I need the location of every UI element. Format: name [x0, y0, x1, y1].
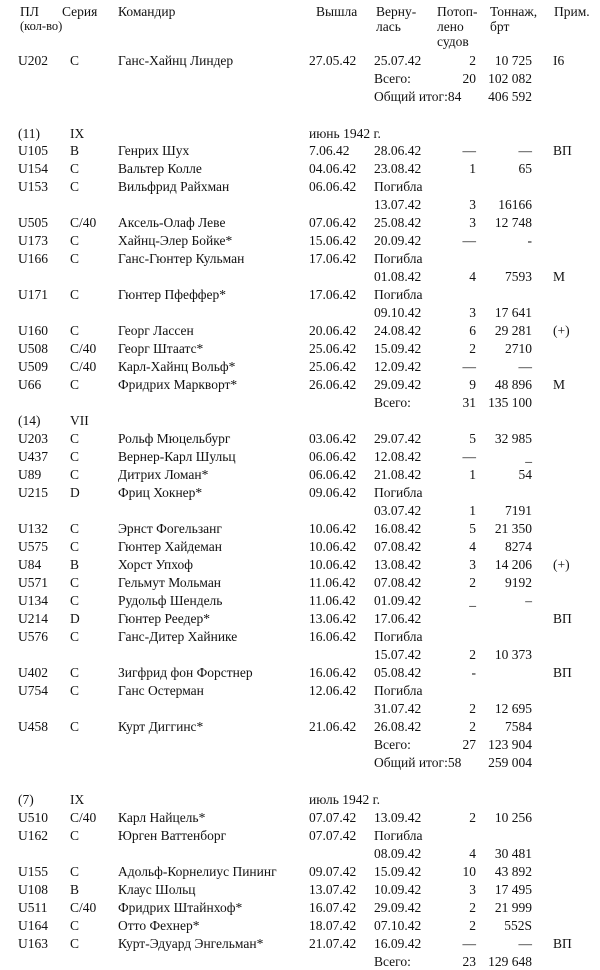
header-departed: Вышла	[316, 4, 358, 19]
cell-sunk: —	[462, 233, 476, 248]
cell-returned: 07.08.42	[374, 539, 422, 554]
cell-series: С	[70, 323, 80, 338]
cell-series: С	[70, 539, 80, 554]
cell-tonnage: 17 495	[494, 882, 532, 897]
cell-commander: Ганс-Гюнтер Кульман	[118, 251, 245, 266]
cell-commander: Фриц Хокнер*	[118, 485, 203, 500]
cell-series: IX	[70, 792, 85, 807]
cell-series: С	[70, 918, 80, 933]
cell-departed: 07.07.42	[309, 828, 357, 843]
cell-departed: 11.06.42	[309, 575, 356, 590]
cell-commander: Генрих Шух	[118, 143, 190, 158]
cell-tonnage: 406 592	[488, 89, 532, 104]
header-count: (кол-во)	[20, 19, 63, 33]
cell-tonnage: 552S	[504, 918, 532, 933]
cell-commander: Хорст Упхоф	[118, 557, 193, 572]
cell-sunk: 3	[469, 215, 476, 230]
cell-commander: Вильфрид Райхман	[118, 179, 230, 194]
cell-series: С	[70, 828, 80, 843]
cell-sunk: 2	[469, 918, 476, 933]
cell-returned: 13.07.42	[374, 197, 422, 212]
cell-commander: Карл Найцель*	[118, 810, 206, 825]
cell-boat: U163	[18, 936, 48, 951]
cell-series: С	[70, 377, 80, 392]
cell-series: В	[70, 143, 80, 158]
cell-boat: U510	[18, 810, 48, 825]
cell-series: С/40	[70, 900, 97, 915]
cell-sunk: 2	[469, 810, 476, 825]
cell-departed: 11.06.42	[309, 593, 356, 608]
cell-tonnage: 30 481	[494, 846, 532, 861]
cell-sunk: 1	[469, 503, 476, 518]
cell-tonnage: -	[527, 233, 532, 248]
cell-returned: 07.10.42	[374, 918, 422, 933]
cell-returned: 15.09.42	[374, 341, 422, 356]
cell-returned: 25.07.42	[374, 53, 422, 68]
cell-departed: 13.07.42	[309, 882, 357, 897]
cell-departed: 25.06.42	[309, 341, 357, 356]
cell-series: С	[70, 864, 80, 879]
cell-returned: 01.08.42	[374, 269, 422, 284]
cell-tonnage: —	[518, 143, 532, 158]
cell-tonnage: 21 350	[494, 521, 532, 536]
cell-note: М	[553, 269, 566, 284]
cell-returned: 23.08.42	[374, 161, 422, 176]
cell-note: ВП	[553, 665, 572, 680]
cell-tonnage: 14 206	[494, 557, 532, 572]
cell-departed: 04.06.42	[309, 161, 357, 176]
cell-series: С	[70, 575, 80, 590]
cell-series: С	[70, 665, 80, 680]
cell-returned: Погибла	[374, 179, 423, 194]
cell-departed: 18.07.42	[309, 918, 357, 933]
cell-note: (+)	[553, 323, 570, 338]
cell-commander: Гюнтер Пфеффер*	[118, 287, 227, 302]
cell-boat: U508	[18, 341, 48, 356]
cell-returned: 26.08.42	[374, 719, 422, 734]
cell-returned: 08.09.42	[374, 846, 422, 861]
cell-returned: 21.08.42	[374, 467, 422, 482]
cell-departed: 09.07.42	[309, 864, 357, 879]
cell-departed: 07.06.42	[309, 215, 357, 230]
cell-tonnage: 7191	[505, 503, 532, 518]
cell-series: В	[70, 882, 80, 897]
cell-series: С	[70, 467, 80, 482]
cell-commander: Фридрих Маркворт*	[118, 377, 238, 392]
cell-boat: U509	[18, 359, 48, 374]
cell-sunk: 2	[469, 900, 476, 915]
cell-commander: Аксель-Олаф Леве	[118, 215, 226, 230]
cell-returned: 28.06.42	[374, 143, 422, 158]
cell-commander: Эрнст Фогельзанг	[118, 521, 222, 536]
cell-sunk: 2	[469, 341, 476, 356]
cell-sunk: -	[471, 665, 476, 680]
cell-sunk: 20	[462, 71, 476, 86]
cell-returned: 12.08.42	[374, 449, 422, 464]
cell-commander: Георг Штаатс*	[118, 341, 204, 356]
cell-departed: 17.06.42	[309, 287, 357, 302]
cell-series: D	[70, 611, 80, 626]
cell-returned: 15.09.42	[374, 864, 422, 879]
cell-departed: 20.06.42	[309, 323, 357, 338]
cell-tonnage: 12 695	[494, 701, 532, 716]
cell-boat: U575	[18, 539, 48, 554]
cell-departed: 25.06.42	[309, 359, 357, 374]
cell-boat: U108	[18, 882, 48, 897]
cell-boat: U154	[18, 161, 48, 176]
cell-returned: Всего:	[374, 395, 411, 410]
header-tonnage-2: брт	[490, 19, 510, 34]
cell-departed: 21.07.42	[309, 936, 357, 951]
cell-returned: 24.08.42	[374, 323, 422, 338]
cell-commander: Вальтер Колле	[118, 161, 202, 176]
header-sunk-3: судов	[437, 34, 469, 49]
cell-returned: Погибла	[374, 287, 423, 302]
cell-note: ВП	[553, 611, 572, 626]
cell-boat: U458	[18, 719, 48, 734]
cell-departed: июнь 1942 г.	[309, 126, 381, 141]
cell-boat: U134	[18, 593, 48, 608]
cell-tonnage: 259 004	[488, 755, 532, 770]
cell-returned: 05.08.42	[374, 665, 422, 680]
cell-note: ВП	[553, 143, 572, 158]
cell-departed: 17.06.42	[309, 251, 357, 266]
cell-note: ВП	[553, 936, 572, 951]
cell-returned: Всего:	[374, 737, 411, 752]
cell-departed: 13.06.42	[309, 611, 357, 626]
cell-returned: Погибла	[374, 629, 423, 644]
cell-tonnage: 7593	[505, 269, 532, 284]
cell-returned: 20.09.42	[374, 233, 422, 248]
cell-commander: Ганс-Дитер Хайнике	[118, 629, 238, 644]
cell-sunk: 2	[469, 701, 476, 716]
header-tonnage-1: Тоннаж,	[490, 4, 538, 19]
cell-tonnage: 65	[518, 161, 532, 176]
cell-boat: U164	[18, 918, 48, 933]
cell-tonnage: —	[518, 936, 532, 951]
header-sunk-1: Потоп-	[437, 4, 478, 19]
cell-tonnage: –	[525, 593, 532, 608]
cell-returned: 16.09.42	[374, 936, 422, 951]
cell-tonnage: 12 748	[494, 215, 532, 230]
cell-departed: 12.06.42	[309, 683, 357, 698]
cell-sunk: —	[462, 936, 476, 951]
cell-departed: 09.06.42	[309, 485, 357, 500]
cell-commander: Отто Фехнер*	[118, 918, 200, 933]
header-sub: ПЛ	[20, 4, 39, 19]
cell-series: С	[70, 161, 80, 176]
cell-departed: 21.06.42	[309, 719, 357, 734]
cell-tonnage: 10 373	[494, 647, 532, 662]
cell-tonnage: 16166	[498, 197, 532, 212]
cell-series: С	[70, 53, 80, 68]
cell-boat: U202	[18, 53, 48, 68]
cell-returned: 10.09.42	[374, 882, 422, 897]
cell-sunk: 2	[469, 719, 476, 734]
cell-boat: U105	[18, 143, 48, 158]
cell-departed: 03.06.42	[309, 431, 357, 446]
cell-returned: 17.06.42	[374, 611, 422, 626]
cell-series: D	[70, 485, 80, 500]
cell-series: С/40	[70, 810, 97, 825]
cell-departed: 16.06.42	[309, 665, 357, 680]
cell-returned: 29.09.42	[374, 377, 422, 392]
cell-departed: июль 1942 г.	[309, 792, 381, 807]
cell-departed: 10.06.42	[309, 521, 357, 536]
cell-returned: Общий итог:84	[374, 89, 462, 104]
cell-tonnage: 29 281	[494, 323, 532, 338]
cell-tonnage: 17 641	[494, 305, 532, 320]
cell-commander: Фридрих Штайнхоф*	[118, 900, 243, 915]
cell-returned: 31.07.42	[374, 701, 422, 716]
header-commander: Командир	[118, 4, 176, 19]
cell-sunk: 23	[462, 954, 476, 969]
header-returned-2: лась	[376, 19, 401, 34]
cell-returned: 03.07.42	[374, 503, 422, 518]
cell-series: С	[70, 251, 80, 266]
cell-tonnage: 9192	[505, 575, 532, 590]
cell-commander: Дитрих Ломан*	[118, 467, 209, 482]
cell-departed: 26.06.42	[309, 377, 357, 392]
cell-returned: Общий итог:58	[374, 755, 462, 770]
cell-sunk: 3	[469, 197, 476, 212]
cell-boat: U173	[18, 233, 48, 248]
cell-commander: Зигфрид фон Форстнер	[118, 665, 253, 680]
cell-boat: U166	[18, 251, 48, 266]
cell-note: М	[553, 377, 566, 392]
cell-sunk: 3	[469, 305, 476, 320]
cell-commander: Георг Лассен	[118, 323, 194, 338]
cell-series: С/40	[70, 341, 97, 356]
cell-tonnage: —	[518, 359, 532, 374]
cell-commander: Гюнтер Реедер*	[118, 611, 210, 626]
cell-sunk: 1	[469, 467, 476, 482]
cell-note: (+)	[553, 557, 570, 572]
cell-series: С	[70, 629, 80, 644]
cell-returned: Погибла	[374, 828, 423, 843]
cell-tonnage: 32 985	[494, 431, 532, 446]
cell-tonnage: 129 648	[488, 954, 532, 969]
header-note: Прим.	[554, 4, 590, 19]
cell-boat: U214	[18, 611, 48, 626]
cell-returned: 13.08.42	[374, 557, 422, 572]
cell-tonnage: _	[525, 449, 532, 464]
cell-commander: Ганс Остерман	[118, 683, 204, 698]
cell-note: Ι6	[553, 53, 565, 68]
cell-boat: U162	[18, 828, 48, 843]
cell-returned: 29.09.42	[374, 900, 422, 915]
cell-departed: 16.07.42	[309, 900, 357, 915]
cell-returned: Всего:	[374, 71, 411, 86]
cell-departed: 15.06.42	[309, 233, 357, 248]
cell-tonnage: 102 082	[488, 71, 532, 86]
cell-commander: Карл-Хайнц Вольф*	[118, 359, 236, 374]
cell-sunk: 3	[469, 557, 476, 572]
cell-departed: 06.06.42	[309, 449, 357, 464]
cell-sunk: 5	[469, 521, 476, 536]
cell-boat: (14)	[18, 413, 41, 428]
cell-series: С	[70, 719, 80, 734]
cell-commander: Гельмут Мольман	[118, 575, 222, 590]
cell-commander: Курт Диггинс*	[118, 719, 204, 734]
cell-series: С	[70, 233, 80, 248]
cell-sunk: 5	[469, 431, 476, 446]
cell-series: С	[70, 683, 80, 698]
cell-returned: Всего:	[374, 954, 411, 969]
cell-returned: 25.08.42	[374, 215, 422, 230]
cell-departed: 06.06.42	[309, 467, 357, 482]
cell-boat: U132	[18, 521, 48, 536]
cell-sunk: 6	[469, 323, 476, 338]
cell-tonnage: 21 999	[494, 900, 532, 915]
cell-boat: U437	[18, 449, 48, 464]
cell-departed: 27.05.42	[309, 53, 357, 68]
cell-boat: U153	[18, 179, 48, 194]
cell-tonnage: 135 100	[488, 395, 532, 410]
cell-boat: U576	[18, 629, 48, 644]
cell-series: С	[70, 521, 80, 536]
cell-commander: Рольф Мюцельбург	[118, 431, 231, 446]
cell-boat: U171	[18, 287, 48, 302]
cell-boat: U160	[18, 323, 48, 338]
cell-boat: U511	[18, 900, 48, 915]
cell-tonnage: 2710	[505, 341, 532, 356]
cell-sunk: 9	[469, 377, 476, 392]
cell-sunk: —	[462, 359, 476, 374]
cell-tonnage: 43 892	[494, 864, 532, 879]
cell-commander: Курт-Эдуард Энгельман*	[118, 936, 264, 951]
cell-series: С/40	[70, 359, 97, 374]
cell-sunk: 4	[469, 539, 476, 554]
cell-series: С	[70, 431, 80, 446]
cell-returned: 09.10.42	[374, 305, 422, 320]
cell-commander: Хайнц-Элер Бойке*	[118, 233, 233, 248]
header-sunk-2: лено	[437, 19, 464, 34]
cell-sunk: 31	[462, 395, 476, 410]
cell-returned: 01.09.42	[374, 593, 422, 608]
cell-sunk: 2	[469, 647, 476, 662]
cell-tonnage: 8274	[505, 539, 532, 554]
header-returned-1: Верну-	[376, 4, 417, 19]
cell-returned: Погибла	[374, 485, 423, 500]
cell-departed: 07.07.42	[309, 810, 357, 825]
cell-returned: 29.07.42	[374, 431, 422, 446]
cell-boat: (11)	[18, 126, 40, 141]
cell-tonnage: 10 256	[494, 810, 532, 825]
cell-departed: 10.06.42	[309, 557, 357, 572]
cell-boat: U84	[18, 557, 42, 572]
header-series: Серия	[62, 4, 98, 19]
cell-sunk: 10	[462, 864, 476, 879]
cell-boat: U571	[18, 575, 48, 590]
cell-commander: Рудольф Шендель	[118, 593, 223, 608]
cell-returned: 16.08.42	[374, 521, 422, 536]
cell-departed: 06.06.42	[309, 179, 357, 194]
cell-boat: U215	[18, 485, 48, 500]
cell-returned: 07.08.42	[374, 575, 422, 590]
cell-departed: 7.06.42	[309, 143, 350, 158]
cell-sunk: 4	[469, 269, 476, 284]
cell-boat: U203	[18, 431, 48, 446]
cell-returned: 13.09.42	[374, 810, 422, 825]
cell-series: С	[70, 936, 80, 951]
cell-commander: Клаус Шольц	[118, 882, 196, 897]
cell-series: VII	[70, 413, 89, 428]
cell-tonnage: 123 904	[488, 737, 532, 752]
cell-boat: U505	[18, 215, 48, 230]
cell-series: С/40	[70, 215, 97, 230]
cell-departed: 10.06.42	[309, 539, 357, 554]
cell-boat: U66	[18, 377, 42, 392]
cell-series: С	[70, 179, 80, 194]
cell-sunk: —	[462, 143, 476, 158]
cell-sunk: 2	[469, 575, 476, 590]
cell-boat: U402	[18, 665, 48, 680]
cell-boat: U89	[18, 467, 42, 482]
cell-departed: 16.06.42	[309, 629, 357, 644]
cell-sunk: _	[469, 593, 476, 608]
cell-sunk: —	[462, 449, 476, 464]
cell-series: С	[70, 593, 80, 608]
cell-commander: Вернер-Карл Шульц	[118, 449, 236, 464]
cell-sunk: 4	[469, 846, 476, 861]
cell-sunk: 1	[469, 161, 476, 176]
cell-commander: Гюнтер Хайдеман	[118, 539, 222, 554]
cell-tonnage: 48 896	[494, 377, 532, 392]
cell-sunk: 2	[469, 53, 476, 68]
cell-returned: 12.09.42	[374, 359, 422, 374]
cell-boat: (7)	[18, 792, 34, 807]
cell-tonnage: 54	[518, 467, 532, 482]
cell-sunk: 27	[462, 737, 476, 752]
cell-boat: U155	[18, 864, 48, 879]
cell-sunk: 3	[469, 882, 476, 897]
cell-commander: Юрген Ваттенборг	[118, 828, 227, 843]
cell-returned: 15.07.42	[374, 647, 422, 662]
cell-commander: Ганс-Хайнц Линдер	[118, 53, 234, 68]
cell-commander: Адольф-Корнелиус Пининг	[118, 864, 277, 879]
cell-series: С	[70, 449, 80, 464]
cell-returned: Погибла	[374, 683, 423, 698]
cell-series: С	[70, 287, 80, 302]
cell-returned: Погибла	[374, 251, 423, 266]
cell-series: IX	[70, 126, 85, 141]
cell-boat: U754	[18, 683, 48, 698]
cell-series: В	[70, 557, 80, 572]
cell-tonnage: 10 725	[494, 53, 532, 68]
cell-tonnage: 7584	[505, 719, 532, 734]
